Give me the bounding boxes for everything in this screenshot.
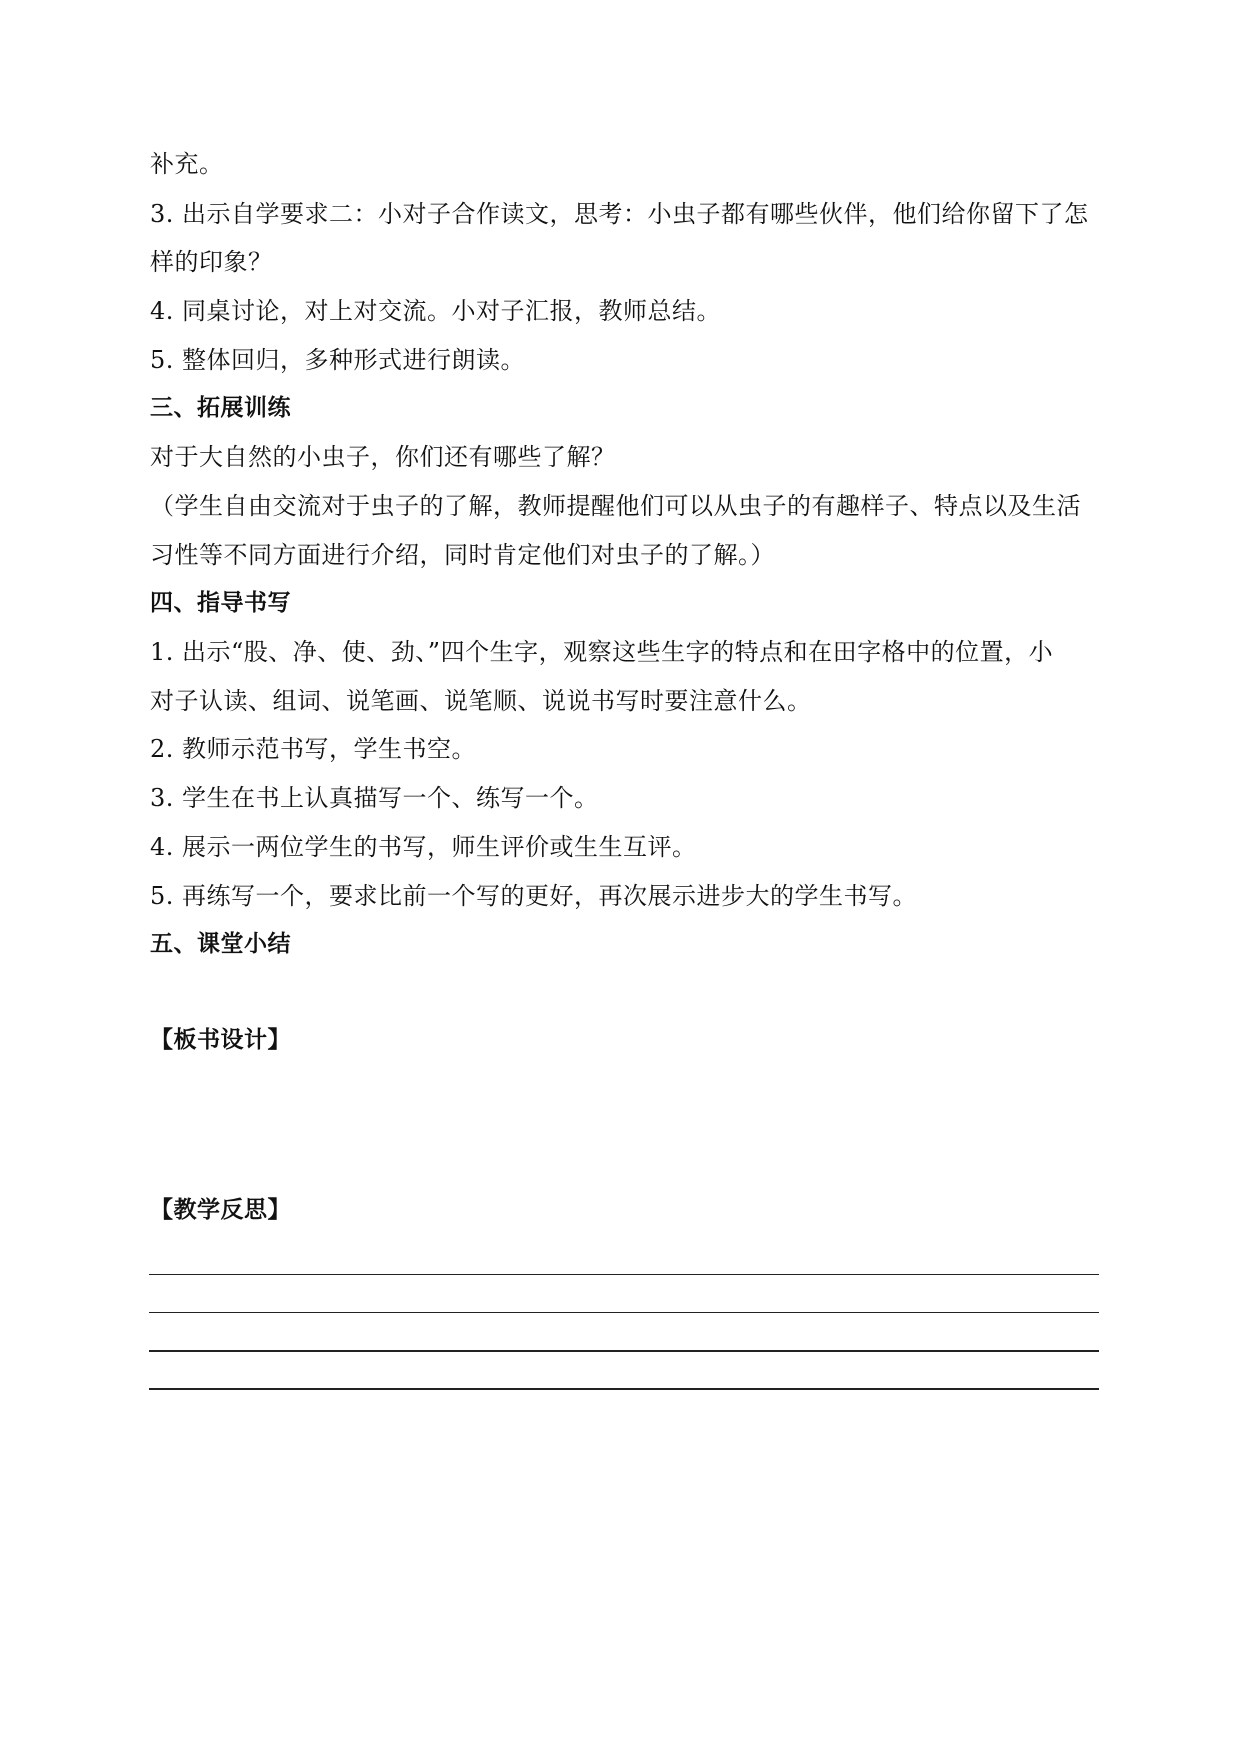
text-line: （学生自由交流对于虫子的了解，教师提醒他们可以从虫子的有趣样子、特点以及生活	[150, 492, 1081, 520]
text-line: 补充。	[150, 150, 224, 178]
writing-line	[149, 1312, 1099, 1313]
text-line: 5. 再练写一个，要求比前一个写的更好，再次展示进步大的学生书写。	[150, 882, 918, 910]
section-heading: 三、拓展训练	[150, 395, 291, 421]
text-line: 2. 教师示范书写，学生书空。	[150, 735, 477, 763]
text-line: 样的印象？	[150, 248, 273, 276]
text-line: 习性等不同方面进行介绍，同时肯定他们对虫子的了解。）	[150, 541, 775, 569]
reflection-title: 【教学反思】	[150, 1197, 291, 1223]
text-line: 3. 学生在书上认真描写一个、练写一个。	[150, 784, 599, 812]
writing-line	[149, 1350, 1099, 1352]
text-line: 4. 同桌讨论，对上对交流。小对子汇报，教师总结。	[150, 297, 722, 325]
section-heading: 四、指导书写	[150, 590, 291, 616]
text-line: 3. 出示自学要求二：小对子合作读文，思考：小虫子都有哪些伙伴，他们给你留下了怎	[150, 200, 1089, 228]
text-line: 1. 出示“股、净、使、劲、”四个生字，观察这些生字的特点和在田字格中的位置，小	[150, 638, 1054, 666]
text-line: 5. 整体回归，多种形式进行朗读。	[150, 346, 526, 374]
section-heading: 五、课堂小结	[150, 931, 291, 957]
writing-line	[149, 1274, 1099, 1275]
text-line: 对子认读、组词、说笔画、说笔顺、说说书写时要注意什么。	[150, 687, 812, 715]
text-line: 对于大自然的小虫子，你们还有哪些了解？	[150, 443, 616, 471]
board-design-title: 【板书设计】	[150, 1027, 291, 1053]
writing-line	[149, 1388, 1099, 1390]
text-line: 4. 展示一两位学生的书写，师生评价或生生互评。	[150, 833, 697, 861]
